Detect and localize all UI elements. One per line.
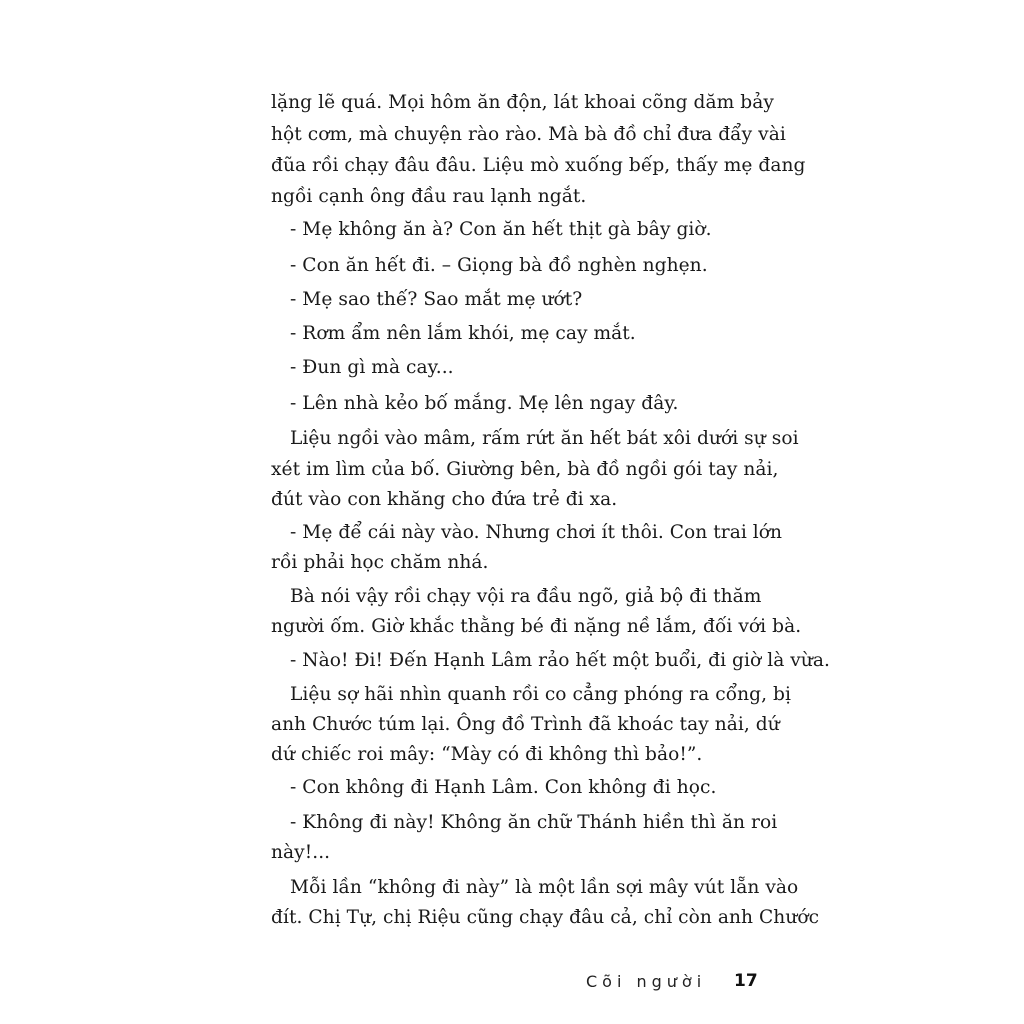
dialogue-line: - Con ăn hết đi. – Giọng bà đồ nghèn nghẹn. [290,255,708,276]
text-line: hột cơm, mà chuyện rào rào. Mà bà đồ chỉ đưa đẩy vài [271,124,786,145]
page-number: 17 [734,971,758,991]
text-line: rồi phải học chăm nhá. [271,552,489,573]
dialogue-line: - Mẹ để cái này vào. Nhưng chơi ít thôi. Con trai lớn [290,522,783,543]
dialogue-line: - Mẹ không ăn à? Con ăn hết thịt gà bây giờ. [290,219,712,240]
text-line: Liệu sợ hãi nhìn quanh rồi co cẳng phóng ra cổng, bị [290,684,791,705]
text-line: người ốm. Giờ khắc thằng bé đi nặng nề lắm, đối với bà. [271,616,802,637]
dialogue-line: - Lên nhà kẻo bố mắng. Mẹ lên ngay đây. [290,393,679,414]
text-line: Mỗi lần “không đi này” là một lần sợi mây vút lẵn vào [290,877,799,898]
text-line: đít. Chị Tự, chị Riệu cũng chạy đâu cả, chỉ còn anh Chước [271,907,820,928]
dialogue-line: - Nào! Đi! Đến Hạnh Lâm rảo hết một buổi, đi giờ là vừa. [290,650,830,671]
text-line: xét im lìm của bố. Giường bên, bà đồ ngồi gói tay nải, [271,459,779,480]
text-line: dứ chiếc roi mây: “Mày có đi không thì bảo!”. [271,744,703,765]
text-line: đũa rồi chạy đâu đâu. Liệu mò xuống bếp, thấy mẹ đang [271,155,806,176]
dialogue-line: - Rơm ẩm nên lắm khói, mẹ cay mắt. [290,323,636,344]
text-line: anh Chước túm lại. Ông đồ Trình đã khoác tay nải, dứ [271,714,780,735]
text-line: ngồi cạnh ông đầu rau lạnh ngắt. [271,186,587,207]
dialogue-line: - Con không đi Hạnh Lâm. Con không đi học. [290,777,717,798]
text-line: Liệu ngồi vào mâm, rấm rứt ăn hết bát xôi dưới sự soi [290,428,799,449]
text-line: đút vào con khăng cho đứa trẻ đi xa. [271,489,618,510]
dialogue-line: - Đun gì mà cay... [290,357,454,378]
running-footer-title: Cõi người [586,972,707,991]
text-line: này!... [271,842,331,863]
dialogue-line: - Không đi này! Không ăn chữ Thánh hiền thì ăn roi [290,812,778,833]
dialogue-line: - Mẹ sao thế? Sao mắt mẹ ướt? [290,289,583,310]
text-line: lặng lẽ quá. Mọi hôm ăn độn, lát khoai cõng dăm bảy [271,92,774,113]
text-line: Bà nói vậy rồi chạy vội ra đầu ngõ, giả bộ đi thăm [290,586,762,607]
